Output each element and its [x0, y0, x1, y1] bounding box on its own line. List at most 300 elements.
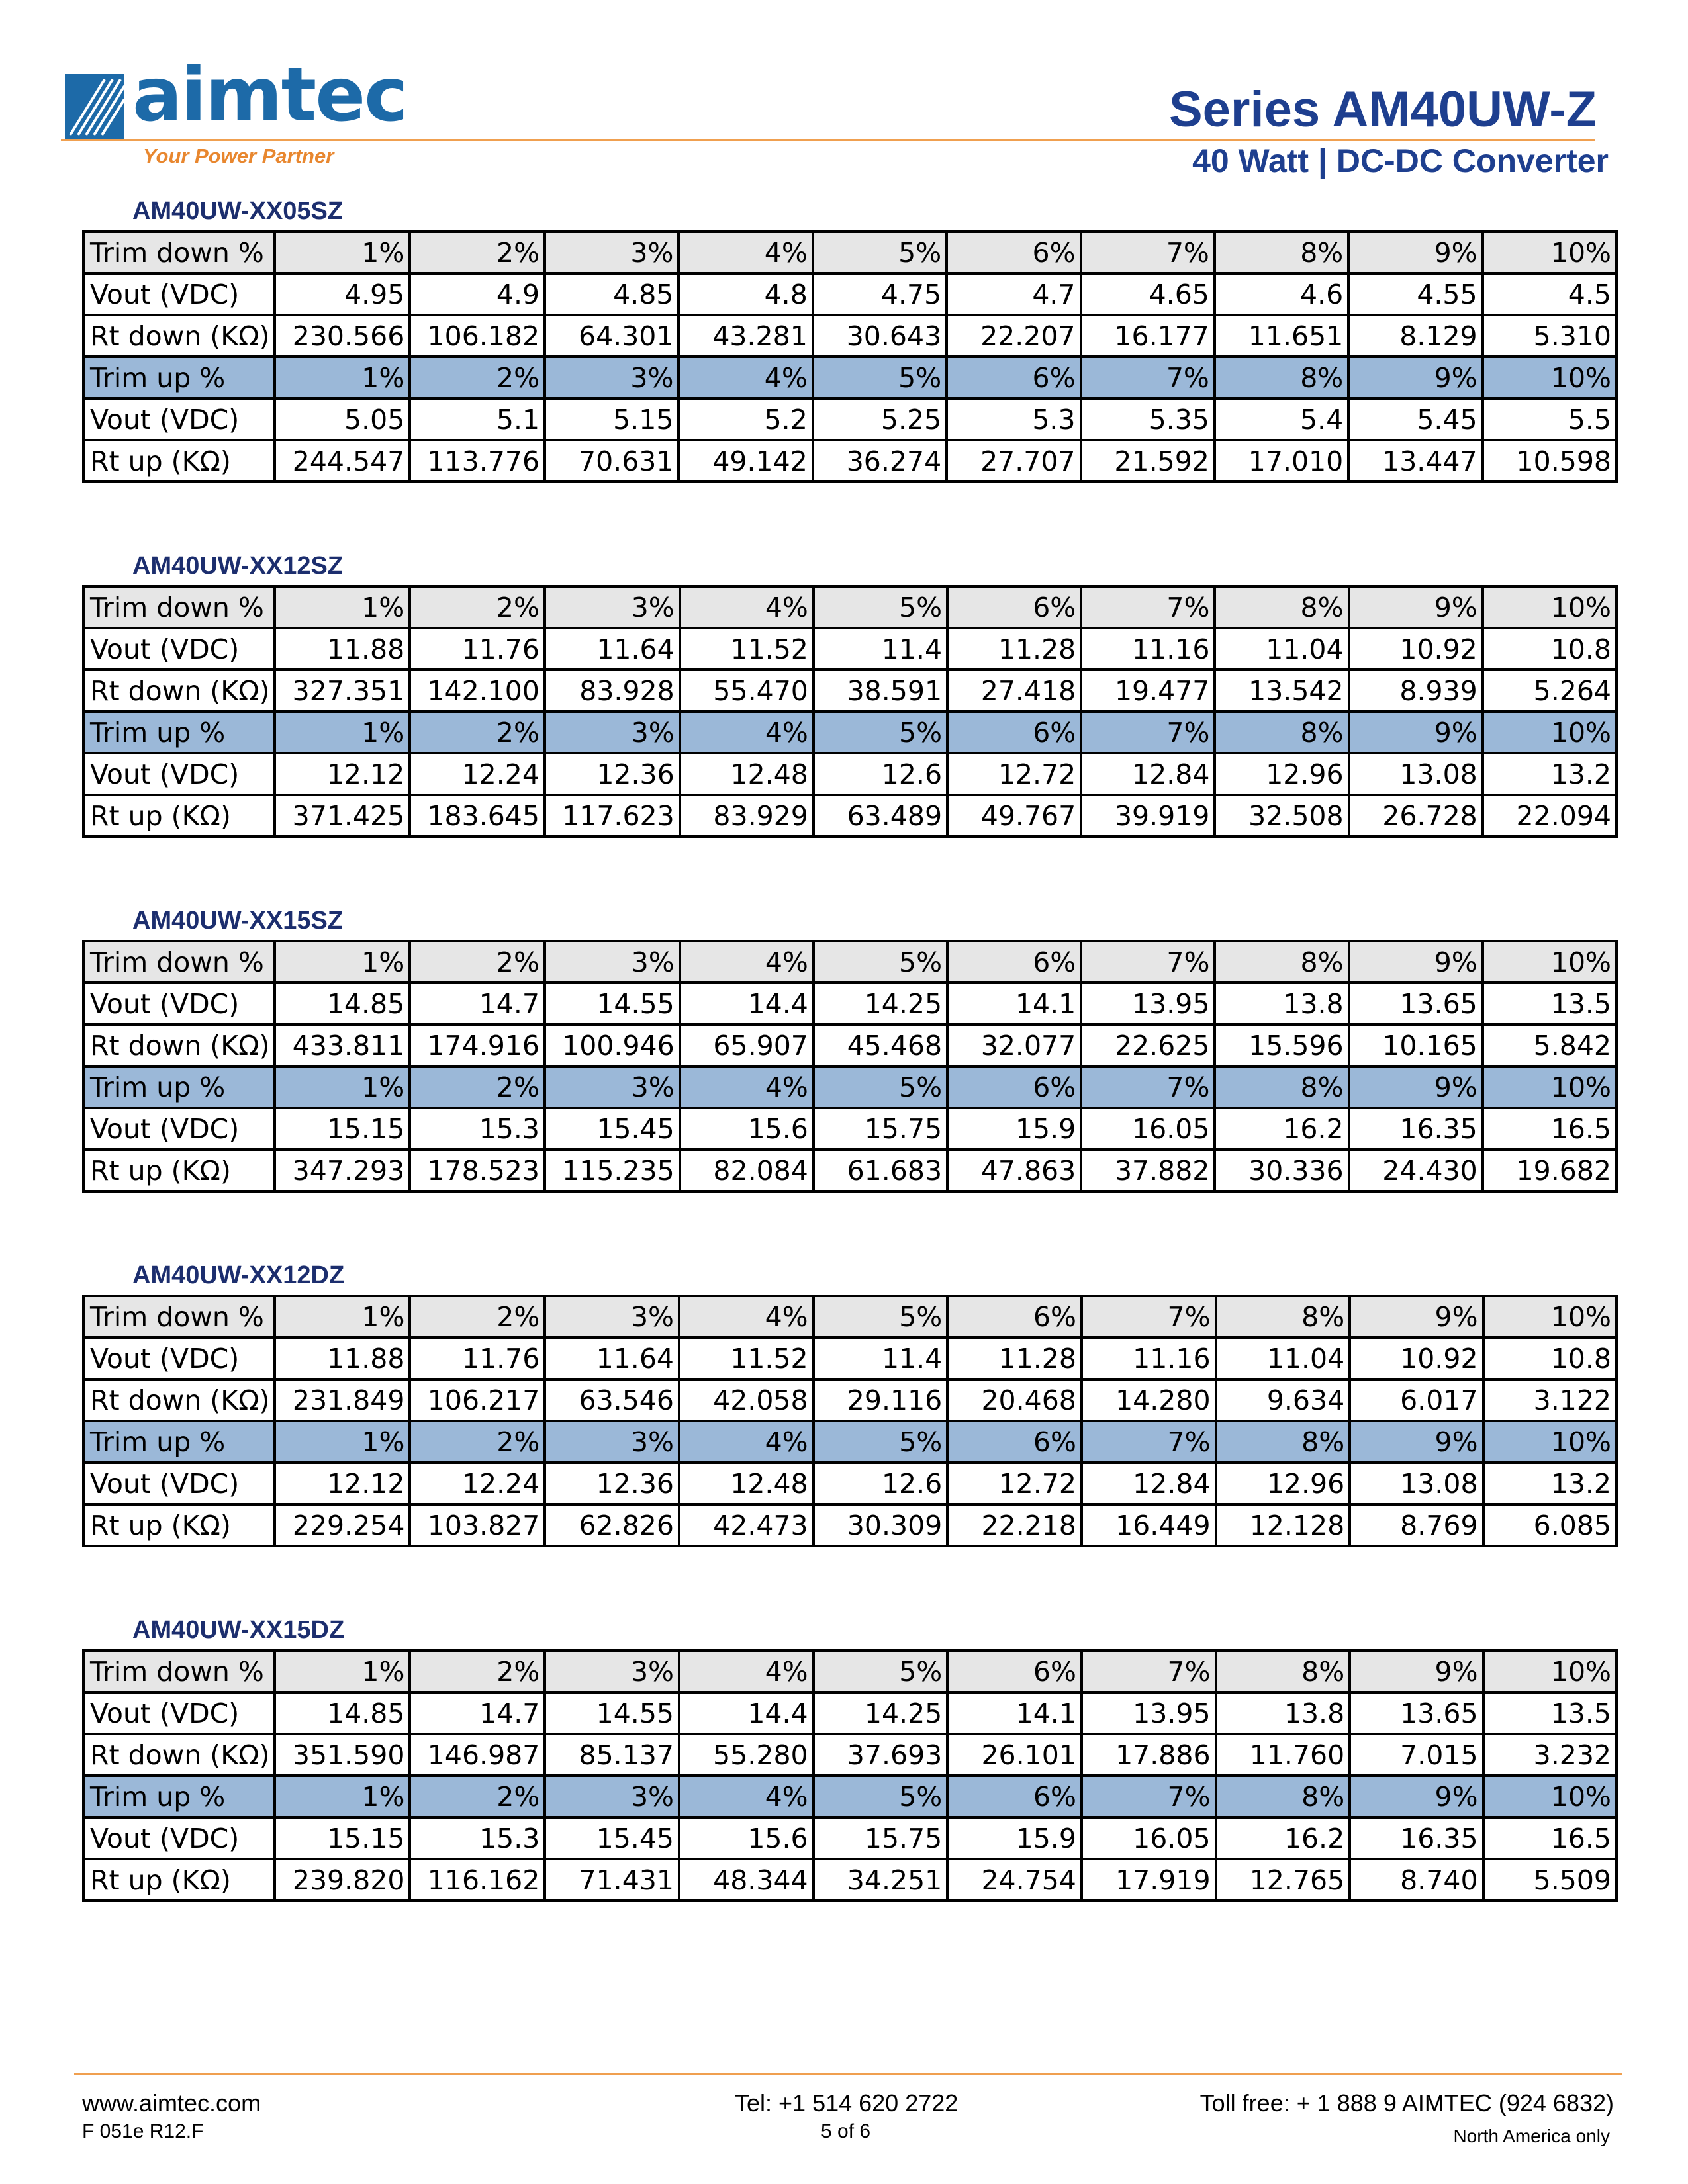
table-cell: 13.542	[1215, 670, 1348, 711]
table-cell: 12.72	[947, 753, 1081, 795]
table-cell: 26.728	[1349, 795, 1483, 837]
trim-table	[82, 585, 1618, 838]
table-cell: 14.25	[814, 1692, 948, 1734]
table-cell: 17.886	[1082, 1734, 1216, 1776]
table-row	[83, 1504, 1617, 1546]
table-row	[83, 357, 1617, 398]
table-cell: 10.598	[1483, 440, 1617, 482]
table-cell: 12.12	[275, 1463, 410, 1504]
table-cell: 7.015	[1350, 1734, 1483, 1776]
table-row	[83, 1859, 1617, 1901]
table-cell: 4.5	[1483, 273, 1617, 315]
table-cell: 8%	[1215, 941, 1348, 983]
table-cell: 15.75	[814, 1817, 948, 1859]
table-cell: 13.2	[1483, 1463, 1617, 1504]
row-label: Vout (VDC)	[83, 1463, 275, 1504]
table-cell: 5%	[814, 941, 947, 983]
table-cell: 11.28	[947, 1338, 1082, 1379]
row-label: Rt up (KΩ)	[83, 1859, 275, 1901]
table-cell: 9%	[1349, 941, 1483, 983]
table-cell: 8%	[1216, 1421, 1350, 1463]
table-cell: 8%	[1215, 1066, 1348, 1108]
table-cell: 22.218	[947, 1504, 1082, 1546]
table-cell: 10%	[1483, 941, 1617, 983]
row-label: Rt up (KΩ)	[83, 795, 275, 837]
table-cell: 42.058	[679, 1379, 814, 1421]
table-cell: 12.12	[275, 753, 410, 795]
table-cell: 65.907	[680, 1024, 814, 1066]
table-cell: 85.137	[545, 1734, 679, 1776]
table-cell: 15.45	[545, 1817, 679, 1859]
table-cell: 12.48	[679, 1463, 814, 1504]
table-cell: 11.88	[275, 628, 410, 670]
table-cell: 22.094	[1483, 795, 1617, 837]
section-title: AM40UW-XX15SZ	[132, 907, 344, 934]
table-cell: 27.707	[947, 440, 1080, 482]
table-cell: 11.4	[814, 1338, 948, 1379]
table-cell: 4.9	[410, 273, 545, 315]
table-cell: 2%	[410, 711, 545, 753]
table-cell: 11.64	[545, 628, 680, 670]
table-cell: 15.15	[275, 1817, 410, 1859]
table-cell: 1%	[275, 232, 410, 273]
table-cell: 14.7	[410, 983, 545, 1024]
table-cell: 16.449	[1082, 1504, 1216, 1546]
table-cell: 63.489	[814, 795, 947, 837]
table-cell: 5%	[814, 1066, 947, 1108]
table-row	[83, 1024, 1617, 1066]
table-cell: 3%	[545, 1296, 679, 1338]
table-cell: 12.96	[1216, 1463, 1350, 1504]
table-cell: 113.776	[410, 440, 545, 482]
table-cell: 3.122	[1483, 1379, 1617, 1421]
table-cell: 5%	[814, 1651, 948, 1692]
table-cell: 24.430	[1349, 1150, 1483, 1191]
table-cell: 4.7	[947, 273, 1080, 315]
table-cell: 83.928	[545, 670, 680, 711]
table-row	[83, 1108, 1617, 1150]
row-label: Vout (VDC)	[83, 1338, 275, 1379]
table-cell: 55.280	[679, 1734, 814, 1776]
table-cell: 62.826	[545, 1504, 679, 1546]
footer-page-number: 5 of 6	[821, 2120, 871, 2142]
logo-wordmark: aimtec	[132, 52, 407, 138]
table-cell: 347.293	[275, 1150, 410, 1191]
table-cell: 5%	[814, 1421, 948, 1463]
table-cell: 9%	[1350, 1651, 1483, 1692]
table-cell: 7%	[1081, 711, 1215, 753]
table-cell: 3%	[545, 357, 679, 398]
table-cell: 7%	[1081, 1066, 1215, 1108]
table-cell: 14.55	[545, 983, 680, 1024]
table-cell: 3%	[545, 232, 679, 273]
table-cell: 12.6	[814, 753, 947, 795]
table-row	[83, 1692, 1617, 1734]
table-cell: 100.946	[545, 1024, 680, 1066]
table-cell: 20.468	[947, 1379, 1082, 1421]
logo-mark-icon	[65, 74, 124, 140]
table-cell: 16.177	[1081, 315, 1215, 357]
table-cell: 1%	[275, 1066, 410, 1108]
table-cell: 1%	[275, 1421, 410, 1463]
table-cell: 15.45	[545, 1108, 680, 1150]
table-cell: 14.55	[545, 1692, 679, 1734]
table-cell: 43.281	[679, 315, 812, 357]
table-cell: 8%	[1215, 586, 1348, 628]
row-label: Trim up %	[83, 1066, 275, 1108]
table-row	[83, 753, 1617, 795]
table-cell: 11.76	[410, 628, 545, 670]
row-label: Trim up %	[83, 357, 275, 398]
table-cell: 15.15	[275, 1108, 410, 1150]
table-row	[83, 670, 1617, 711]
table-row	[83, 440, 1617, 482]
table-cell: 7%	[1081, 232, 1215, 273]
table-cell: 10.8	[1483, 1338, 1617, 1379]
table-cell: 12.128	[1216, 1504, 1350, 1546]
table-cell: 8%	[1216, 1296, 1350, 1338]
table-cell: 12.84	[1081, 753, 1215, 795]
table-cell: 351.590	[275, 1734, 410, 1776]
table-cell: 49.767	[947, 795, 1081, 837]
table-cell: 2%	[410, 1296, 545, 1338]
table-cell: 8.769	[1350, 1504, 1483, 1546]
table-row	[83, 315, 1617, 357]
table-row	[83, 1150, 1617, 1191]
table-cell: 16.5	[1483, 1817, 1617, 1859]
table-cell: 49.142	[679, 440, 812, 482]
table-cell: 3%	[545, 586, 680, 628]
table-cell: 37.882	[1081, 1150, 1215, 1191]
row-label: Vout (VDC)	[83, 753, 275, 795]
table-cell: 16.2	[1216, 1817, 1350, 1859]
table-cell: 7%	[1081, 941, 1215, 983]
table-cell: 4%	[680, 711, 814, 753]
table-cell: 13.95	[1081, 983, 1215, 1024]
table-cell: 4.8	[679, 273, 812, 315]
table-cell: 36.274	[813, 440, 947, 482]
table-cell: 30.309	[814, 1504, 948, 1546]
table-cell: 12.24	[410, 753, 545, 795]
section-title: AM40UW-XX15DZ	[132, 1616, 345, 1644]
table-cell: 5%	[814, 1776, 948, 1817]
table-cell: 5.45	[1348, 398, 1482, 440]
table-cell: 13.65	[1349, 983, 1483, 1024]
table-cell: 4%	[679, 1776, 814, 1817]
table-row	[83, 628, 1617, 670]
table-cell: 10%	[1483, 1651, 1617, 1692]
table-cell: 9.634	[1216, 1379, 1350, 1421]
table-cell: 244.547	[275, 440, 410, 482]
table-cell: 13.95	[1082, 1692, 1216, 1734]
table-cell: 10%	[1483, 1421, 1617, 1463]
table-cell: 12.6	[814, 1463, 948, 1504]
section-title: AM40UW-XX05SZ	[132, 197, 344, 225]
table-cell: 6%	[947, 586, 1081, 628]
table-cell: 146.987	[410, 1734, 545, 1776]
trim-table	[82, 230, 1618, 483]
trim-table	[82, 1295, 1618, 1547]
trim-table	[82, 940, 1618, 1193]
table-cell: 47.863	[947, 1150, 1081, 1191]
table-cell: 3%	[545, 1776, 679, 1817]
table-cell: 82.084	[680, 1150, 814, 1191]
table-cell: 19.477	[1081, 670, 1215, 711]
table-cell: 11.28	[947, 628, 1081, 670]
table-cell: 14.1	[947, 983, 1081, 1024]
table-cell: 5.5	[1483, 398, 1617, 440]
table-cell: 14.4	[679, 1692, 814, 1734]
table-cell: 10%	[1483, 232, 1617, 273]
table-row	[83, 795, 1617, 837]
table-row	[83, 1463, 1617, 1504]
table-cell: 2%	[410, 941, 545, 983]
table-cell: 27.418	[947, 670, 1081, 711]
table-cell: 11.04	[1215, 628, 1348, 670]
row-label: Trim up %	[83, 1776, 275, 1817]
table-cell: 15.3	[410, 1817, 545, 1859]
table-cell: 16.05	[1082, 1817, 1216, 1859]
table-cell: 6%	[947, 711, 1081, 753]
table-row	[83, 1651, 1617, 1692]
table-cell: 1%	[275, 1776, 410, 1817]
row-label: Rt up (KΩ)	[83, 1504, 275, 1546]
row-label: Vout (VDC)	[83, 1692, 275, 1734]
table-cell: 61.683	[814, 1150, 947, 1191]
table-cell: 13.08	[1350, 1463, 1483, 1504]
table-cell: 115.235	[545, 1150, 680, 1191]
table-cell: 13.65	[1350, 1692, 1483, 1734]
table-cell: 7%	[1081, 586, 1215, 628]
table-cell: 8%	[1216, 1776, 1350, 1817]
table-cell: 103.827	[410, 1504, 545, 1546]
table-cell: 6%	[947, 1776, 1082, 1817]
table-cell: 4.6	[1215, 273, 1348, 315]
table-cell: 11.760	[1216, 1734, 1350, 1776]
table-row	[83, 1296, 1617, 1338]
table-cell: 5.15	[545, 398, 679, 440]
table-cell: 4%	[680, 1066, 814, 1108]
table-cell: 15.6	[679, 1817, 814, 1859]
table-cell: 13.5	[1483, 1692, 1617, 1734]
table-cell: 15.75	[814, 1108, 947, 1150]
row-label: Vout (VDC)	[83, 983, 275, 1024]
table-cell: 32.077	[947, 1024, 1081, 1066]
table-cell: 9%	[1350, 1296, 1483, 1338]
section-title: AM40UW-XX12DZ	[132, 1261, 345, 1289]
table-cell: 11.52	[680, 628, 814, 670]
table-cell: 71.431	[545, 1859, 679, 1901]
table-cell: 8%	[1215, 232, 1348, 273]
table-cell: 6.085	[1483, 1504, 1617, 1546]
header-divider	[61, 139, 1595, 141]
table-cell: 6%	[947, 232, 1080, 273]
row-label: Trim down %	[83, 941, 275, 983]
table-cell: 5.842	[1483, 1024, 1617, 1066]
table-cell: 1%	[275, 1296, 410, 1338]
table-row	[83, 1379, 1617, 1421]
table-cell: 30.336	[1215, 1150, 1348, 1191]
table-cell: 106.182	[410, 315, 545, 357]
table-cell: 19.682	[1483, 1150, 1617, 1191]
table-cell: 2%	[410, 1651, 545, 1692]
table-cell: 12.36	[545, 753, 680, 795]
table-cell: 5.264	[1483, 670, 1617, 711]
table-row	[83, 398, 1617, 440]
table-row	[83, 1734, 1617, 1776]
table-cell: 142.100	[410, 670, 545, 711]
table-cell: 63.546	[545, 1379, 679, 1421]
row-label: Rt down (KΩ)	[83, 670, 275, 711]
table-cell: 15.9	[947, 1108, 1081, 1150]
table-cell: 10.165	[1349, 1024, 1483, 1066]
table-cell: 16.2	[1215, 1108, 1348, 1150]
row-label: Trim down %	[83, 1651, 275, 1692]
table-cell: 5.35	[1081, 398, 1215, 440]
table-cell: 2%	[410, 1421, 545, 1463]
table-cell: 21.592	[1081, 440, 1215, 482]
table-cell: 1%	[275, 941, 410, 983]
table-cell: 10%	[1483, 1296, 1617, 1338]
table-cell: 4%	[680, 586, 814, 628]
trim-table	[82, 1649, 1618, 1902]
table-cell: 178.523	[410, 1150, 545, 1191]
table-cell: 10%	[1483, 1776, 1617, 1817]
footer-region-note: North America only	[1453, 2126, 1610, 2146]
table-cell: 16.05	[1081, 1108, 1215, 1150]
table-cell: 17.010	[1215, 440, 1348, 482]
table-cell: 14.1	[947, 1692, 1082, 1734]
table-cell: 10%	[1483, 1066, 1617, 1108]
table-cell: 13.08	[1349, 753, 1483, 795]
table-cell: 16.35	[1350, 1817, 1483, 1859]
table-cell: 30.643	[813, 315, 947, 357]
table-cell: 29.116	[814, 1379, 948, 1421]
table-cell: 12.96	[1215, 753, 1348, 795]
table-cell: 6.017	[1350, 1379, 1483, 1421]
table-cell: 9%	[1349, 711, 1483, 753]
table-cell: 7%	[1082, 1651, 1216, 1692]
table-cell: 5.05	[275, 398, 410, 440]
table-cell: 5.4	[1215, 398, 1348, 440]
table-cell: 11.4	[814, 628, 947, 670]
table-cell: 11.64	[545, 1338, 679, 1379]
table-cell: 3%	[545, 1066, 680, 1108]
table-cell: 4%	[679, 1651, 814, 1692]
table-cell: 12.765	[1216, 1859, 1350, 1901]
table-cell: 32.508	[1215, 795, 1348, 837]
table-row	[83, 1421, 1617, 1463]
table-cell: 14.25	[814, 983, 947, 1024]
row-label: Rt down (KΩ)	[83, 315, 275, 357]
table-cell: 10.92	[1349, 628, 1483, 670]
table-cell: 8.129	[1348, 315, 1482, 357]
table-cell: 3%	[545, 1421, 679, 1463]
table-cell: 4%	[679, 1421, 814, 1463]
table-cell: 42.473	[679, 1504, 814, 1546]
table-cell: 231.849	[275, 1379, 410, 1421]
row-label: Rt down (KΩ)	[83, 1379, 275, 1421]
row-label: Trim down %	[83, 1296, 275, 1338]
table-cell: 13.8	[1216, 1692, 1350, 1734]
table-cell: 3%	[545, 941, 680, 983]
table-cell: 4%	[679, 232, 812, 273]
table-cell: 4.95	[275, 273, 410, 315]
table-cell: 15.3	[410, 1108, 545, 1150]
table-cell: 11.651	[1215, 315, 1348, 357]
footer-doc-code: F 051e R12.F	[82, 2120, 204, 2142]
table-cell: 17.919	[1082, 1859, 1216, 1901]
table-cell: 34.251	[814, 1859, 948, 1901]
table-cell: 12.48	[680, 753, 814, 795]
table-cell: 11.52	[679, 1338, 814, 1379]
table-cell: 6%	[947, 1651, 1082, 1692]
section-title: AM40UW-XX12SZ	[132, 552, 344, 580]
table-cell: 6%	[947, 1421, 1082, 1463]
table-row	[83, 1066, 1617, 1108]
table-cell: 9%	[1349, 586, 1483, 628]
table-cell: 3.232	[1483, 1734, 1617, 1776]
row-label: Vout (VDC)	[83, 1817, 275, 1859]
table-cell: 64.301	[545, 315, 679, 357]
table-cell: 11.16	[1081, 628, 1215, 670]
footer-telephone: Tel: +1 514 620 2722	[735, 2089, 959, 2116]
table-cell: 174.916	[410, 1024, 545, 1066]
table-cell: 13.8	[1215, 983, 1348, 1024]
table-cell: 10%	[1483, 586, 1617, 628]
row-label: Trim up %	[83, 1421, 275, 1463]
table-cell: 11.16	[1082, 1338, 1216, 1379]
table-cell: 83.929	[680, 795, 814, 837]
table-cell: 8%	[1215, 357, 1348, 398]
table-cell: 10.8	[1483, 628, 1617, 670]
table-cell: 8.740	[1350, 1859, 1483, 1901]
table-cell: 15.9	[947, 1817, 1082, 1859]
table-cell: 1%	[275, 711, 410, 753]
table-cell: 183.645	[410, 795, 545, 837]
table-cell: 5%	[814, 711, 947, 753]
table-cell: 4.55	[1348, 273, 1482, 315]
table-row	[83, 1338, 1617, 1379]
table-cell: 26.101	[947, 1734, 1082, 1776]
table-cell: 10.92	[1350, 1338, 1483, 1379]
table-cell: 6%	[947, 941, 1081, 983]
table-cell: 239.820	[275, 1859, 410, 1901]
table-cell: 4.65	[1081, 273, 1215, 315]
table-cell: 117.623	[545, 795, 680, 837]
table-cell: 7%	[1082, 1776, 1216, 1817]
table-cell: 55.470	[680, 670, 814, 711]
row-label: Vout (VDC)	[83, 1108, 275, 1150]
footer-website[interactable]: www.aimtec.com	[82, 2089, 261, 2116]
table-cell: 70.631	[545, 440, 679, 482]
table-cell: 5%	[814, 586, 947, 628]
row-label: Trim down %	[83, 586, 275, 628]
table-cell: 39.919	[1081, 795, 1215, 837]
row-label: Rt up (KΩ)	[83, 1150, 275, 1191]
table-cell: 16.5	[1483, 1108, 1617, 1150]
table-row	[83, 941, 1617, 983]
table-cell: 2%	[410, 232, 545, 273]
table-row	[83, 273, 1617, 315]
row-label: Vout (VDC)	[83, 628, 275, 670]
table-cell: 371.425	[275, 795, 410, 837]
table-cell: 9%	[1350, 1421, 1483, 1463]
table-cell: 45.468	[814, 1024, 947, 1066]
table-cell: 12.84	[1082, 1463, 1216, 1504]
table-cell: 11.88	[275, 1338, 410, 1379]
series-subtitle: 40 Watt | DC-DC Converter	[1192, 142, 1609, 179]
